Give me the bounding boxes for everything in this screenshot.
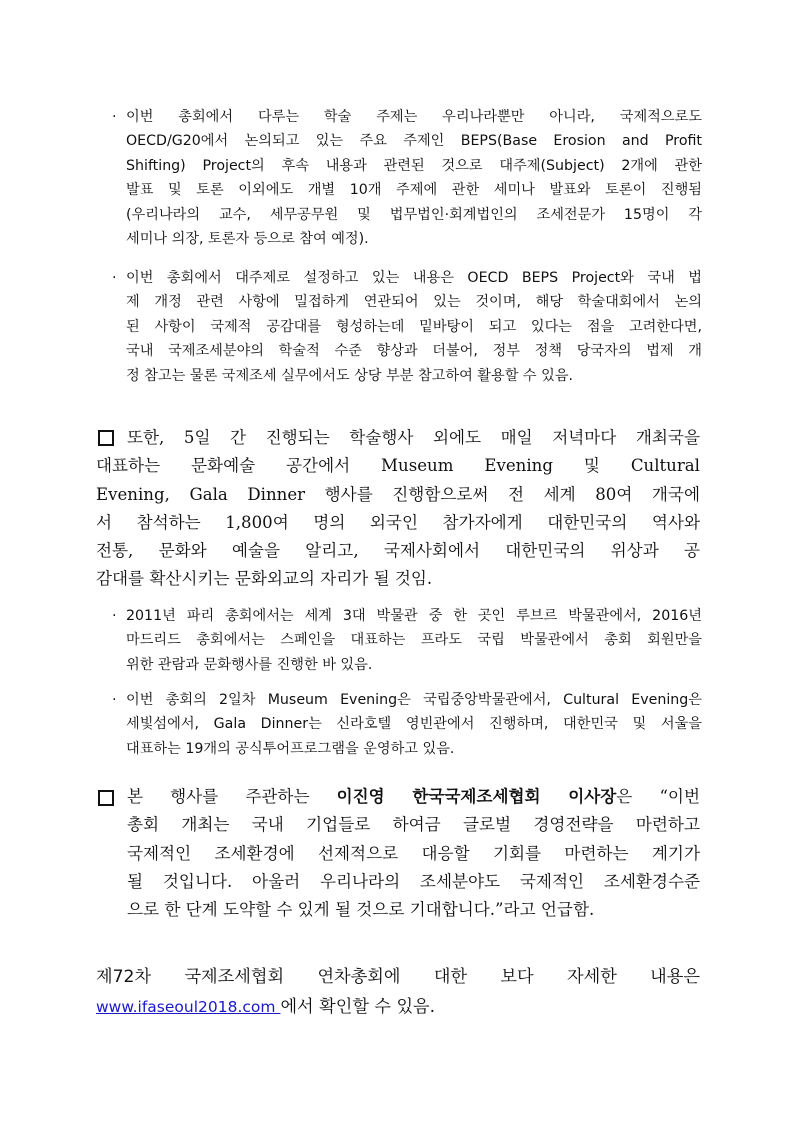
text-line: Shifting) Project의 후속 내용과 관련된 것으로 대주제(Subject) 2개에 관한 [126, 157, 702, 174]
text-line: 대표하는 19개의 공식투어프로그램을 운영하고 있음. [126, 740, 455, 757]
text-line: (우리나라의 교수, 세무공무원 및 법무법인·회계법인의 조세전문가 15명이 각 [126, 206, 702, 223]
text-line: 서 참석하는 1,800여 명의 외국인 참가자에게 대한민국의 역사와 [96, 512, 700, 532]
closing-paragraph [96, 962, 700, 1022]
text-line: 대표하는 문화예술 공간에서 Museum Evening 및 Cultural [96, 456, 700, 476]
text-line: 위한 관람과 문화행사를 진행한 바 있음. [126, 656, 373, 673]
text-line: 된 사항이 국제적 공감대를 형성하는데 밑바탕이 되고 있다는 점을 고려한다면, [126, 318, 702, 335]
text-line: 될 것입니다. 아울러 우리나라의 조세분야도 국제적인 조세환경수준 [127, 871, 700, 891]
text-line: 이번 총회의 2일차 Museum Evening은 국립중앙박물관에서, Cultural Evening은 [126, 692, 702, 708]
past-congress-bullet [112, 604, 702, 677]
text-line: 이번 총회에서 다루는 학술 주제는 우리나라뿐만 아니라, 국제적으로도 [126, 109, 702, 125]
bullet-dot: · [112, 692, 117, 708]
main-subject-bullet [112, 266, 702, 388]
website-link[interactable]: www.ifaseoul2018.com [96, 998, 281, 1016]
cultural-events-paragraph [96, 424, 700, 594]
text-line [127, 783, 700, 811]
evening-events-bullet [112, 688, 702, 761]
academic-topic-bullet [112, 105, 702, 251]
bullet-dot: · [112, 270, 117, 286]
text-line: 2011년 파리 총회에서는 세계 3대 박물관 중 한 곳인 루브르 박물관에서, 2016년 [126, 608, 702, 624]
bullet-dot: · [112, 608, 117, 624]
text-line: 으로 한 단계 도약할 수 있게 될 것으로 기대합니다.”라고 언급함. [127, 900, 595, 920]
text-line: 세빛섬에서, Gala Dinner는 신라호텔 영빈관에서 진행하며, 대한민국 및 서울을 [126, 716, 702, 733]
chairman-quote-paragraph [96, 783, 700, 924]
text-line: Evening, Gala Dinner 행사를 진행함으로써 전 세계 80여 개국에 [96, 484, 700, 504]
text-line: 발표 및 토론 이외에도 개별 10개 주제에 관한 세미나 발표와 토론이 진행됨 [126, 182, 702, 199]
closing-suffix: 에서 확인할 수 있음. [280, 997, 436, 1017]
checkbox-square-icon [98, 430, 114, 446]
text-line: 마드리드 총회에서는 스페인을 대표하는 프라도 국립 박물관에서 총회 회원만을 [126, 632, 702, 649]
text-line: 제72차 국제조세협회 연차총회에 대한 보다 자세한 내용은 [96, 967, 700, 987]
text-line: 또한, 5일 간 진행되는 학술행사 외에도 매일 저녁마다 개최국을 [127, 428, 700, 447]
bullet-dot: · [112, 109, 117, 125]
text-line: 감대를 확산시키는 문화외교의 자리가 될 것임. [96, 569, 433, 589]
text-line: OECD/G20에서 논의되고 있는 주요 주제인 BEPS(Base Erosion and Profit [126, 133, 702, 150]
text-line: 세미나 의장, 토론자 등으로 참여 예정). [126, 230, 369, 247]
chairman-name-highlight: 이진영 한국국제조세협회 이사장 [336, 787, 617, 806]
quote-prefix: 본 행사를 주관하는 [127, 787, 337, 806]
text-line: 전통, 문화와 예술을 알리고, 국제사회에서 대한민국의 위상과 공 [96, 541, 700, 561]
text-line: 국내 국제조세분야의 학술적 수준 향상과 더불어, 정부 정책 당국자의 법제 개 [126, 343, 702, 360]
text-line: 정 참고는 물론 국제조세 실무에서도 상당 부분 참고하여 활용할 수 있음. [126, 367, 574, 384]
quote-start: 은 “이번 [616, 787, 700, 806]
text-line: 국제적인 조세환경에 선제적으로 대응할 기회를 마련하는 계기가 [127, 843, 700, 863]
text-line [96, 992, 700, 1022]
text-line: 이번 총회에서 대주제로 설정하고 있는 내용은 OECD BEPS Project와 국내 법 [126, 270, 702, 286]
text-line: 제 개정 관련 사항에 밀접하게 연관되어 있는 것이며, 해당 학술대회에서 논의 [126, 294, 702, 311]
checkbox-square-icon [98, 790, 114, 806]
text-line: 총회 개최는 국내 기업들로 하여금 글로벌 경영전략을 마련하고 [127, 815, 700, 835]
